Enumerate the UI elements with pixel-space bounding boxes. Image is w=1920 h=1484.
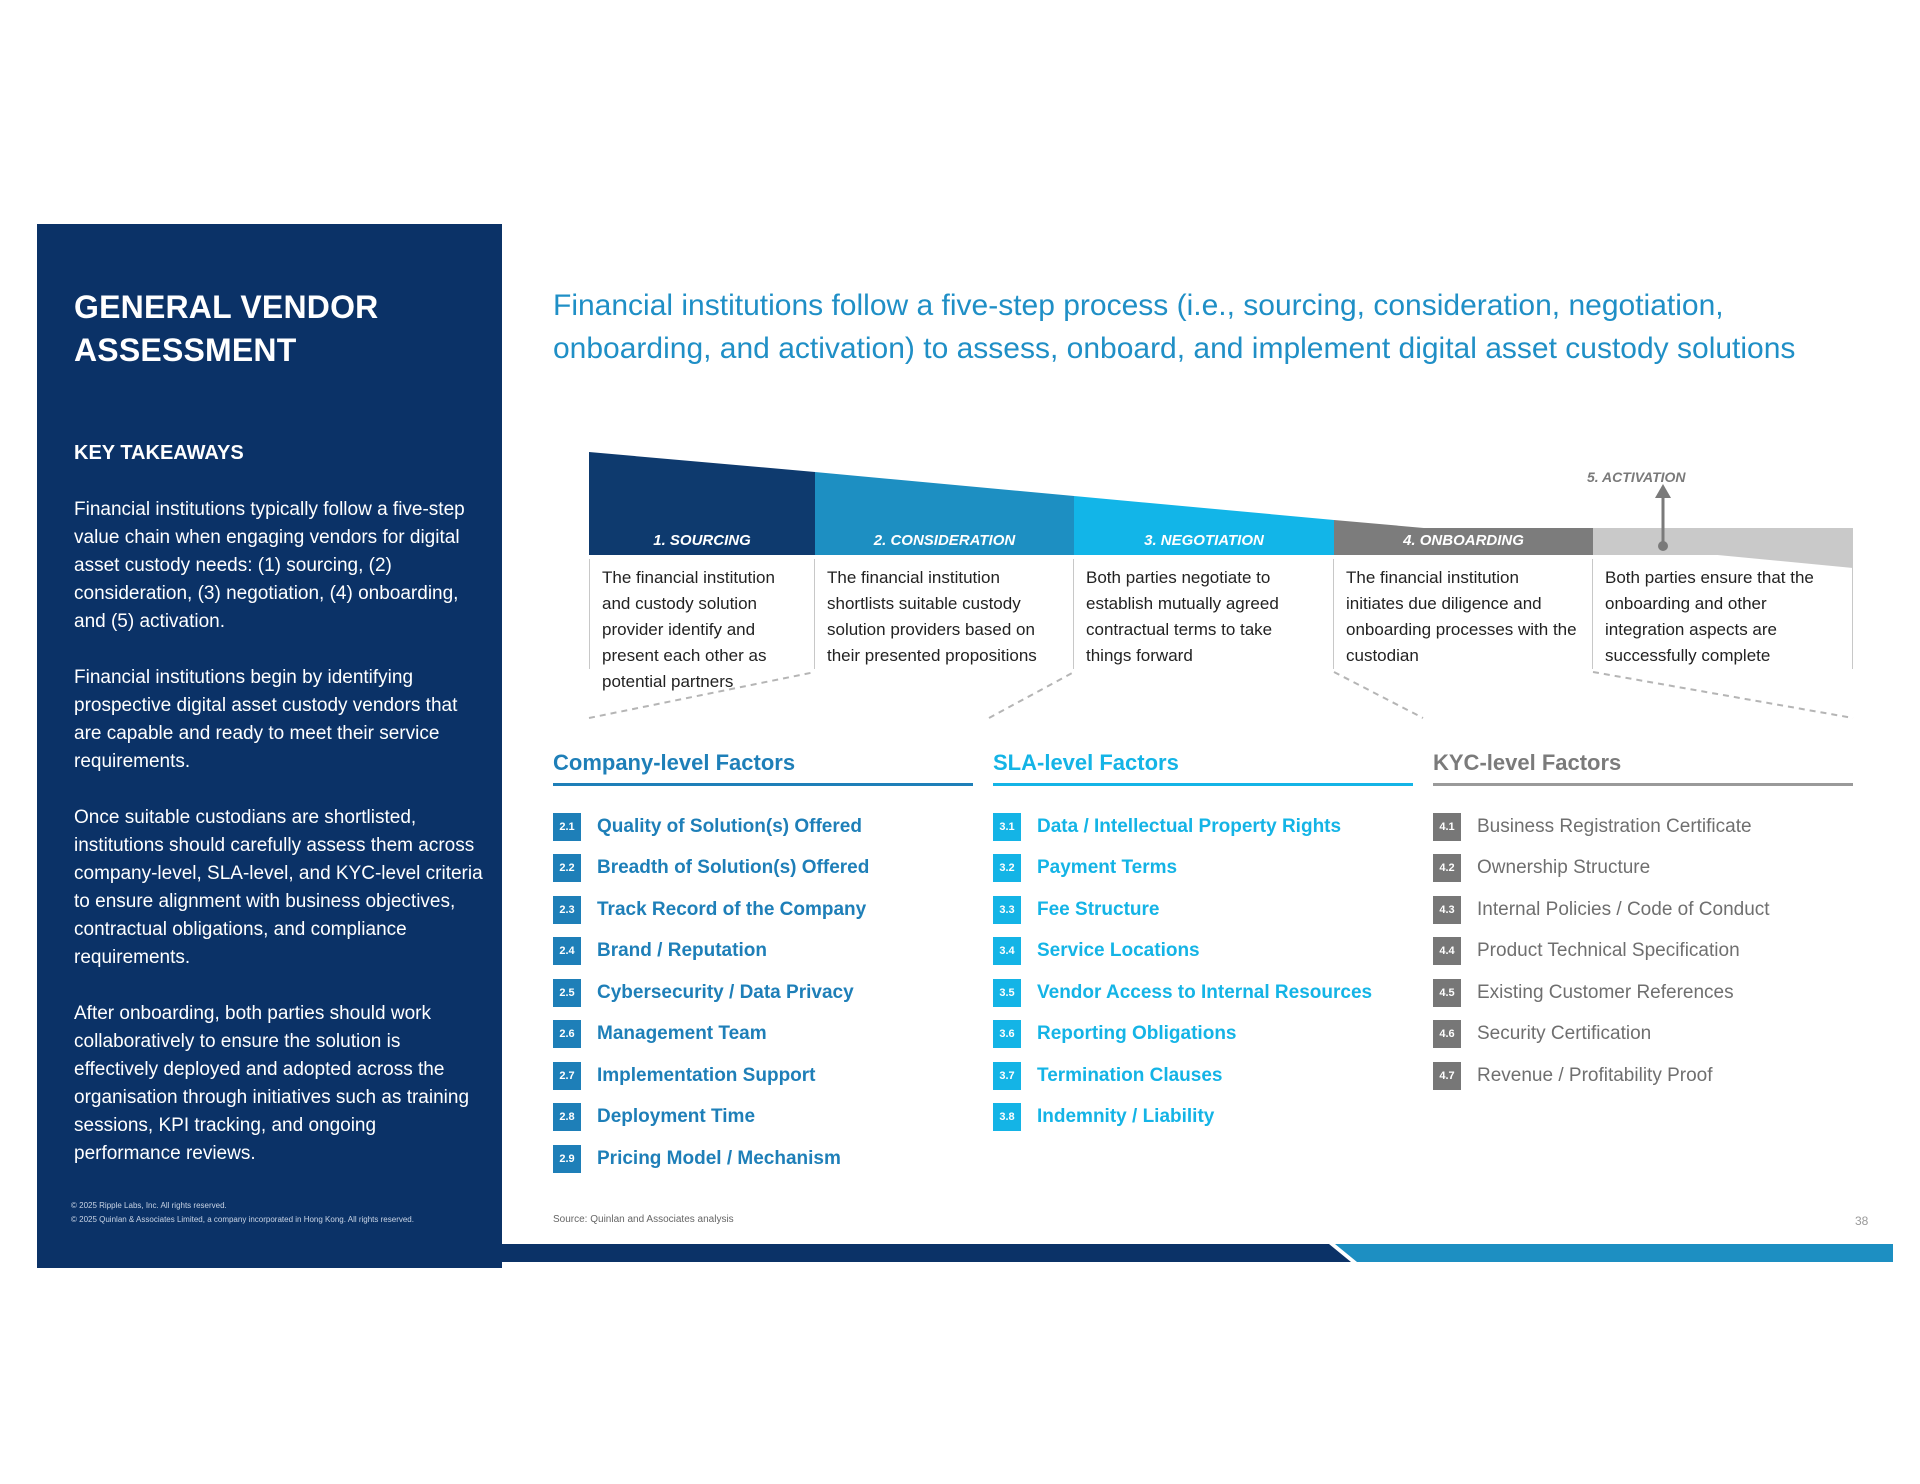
factor-number-badge: 2.6 bbox=[553, 1020, 581, 1048]
activation-arrow-dot bbox=[1658, 541, 1668, 551]
factor-number-badge: 2.2 bbox=[553, 854, 581, 882]
company-factors-title: Company-level Factors bbox=[553, 744, 973, 786]
factor-label: Management Team bbox=[597, 1023, 767, 1045]
factor-label: Security Certification bbox=[1477, 1023, 1652, 1045]
factor-label: Quality of Solution(s) Offered bbox=[597, 815, 862, 837]
sla-factors-column bbox=[993, 744, 1413, 1138]
page-headline: Financial institutions follow a five-step process (i.e., sourcing, consideration, negotiation, onboarding, and activation) to assess, onboard, and implement digital asset custody solutions bbox=[553, 289, 1796, 365]
step-5-label-bar bbox=[1593, 528, 1853, 555]
factor-number-badge: 3.3 bbox=[993, 896, 1021, 924]
list-item bbox=[1433, 889, 1853, 931]
factor-number-badge: 2.8 bbox=[553, 1103, 581, 1131]
list-item bbox=[1433, 972, 1853, 1014]
factor-label: Existing Customer References bbox=[1477, 981, 1734, 1003]
factor-number-badge: 4.5 bbox=[1433, 979, 1461, 1007]
list-item bbox=[1433, 931, 1853, 973]
factor-number-badge: 3.7 bbox=[993, 1062, 1021, 1090]
factor-label: Track Record of the Company bbox=[597, 898, 867, 920]
activation-callout: 5. ACTIVATION bbox=[1587, 469, 1686, 485]
factor-label: Pricing Model / Mechanism bbox=[597, 1147, 841, 1169]
kyc-factors-title: KYC-level Factors bbox=[1433, 744, 1853, 786]
company-factors-list bbox=[553, 806, 973, 1180]
step-description-activation: Both parties ensure that the onboarding and other integration aspects are successfully complete bbox=[1593, 559, 1853, 669]
factor-number-badge: 4.4 bbox=[1433, 937, 1461, 965]
list-item bbox=[553, 1097, 973, 1139]
factor-number-badge: 4.3 bbox=[1433, 896, 1461, 924]
step-description-onboarding: The financial institution initiates due diligence and onboarding processes with the custodian bbox=[1334, 559, 1593, 669]
factor-label: Termination Clauses bbox=[1037, 1064, 1223, 1086]
factor-number-badge: 2.3 bbox=[553, 896, 581, 924]
factor-number-badge: 4.7 bbox=[1433, 1062, 1461, 1090]
list-item bbox=[993, 1055, 1413, 1097]
factor-label: Business Registration Certificate bbox=[1477, 815, 1752, 837]
list-item bbox=[993, 889, 1413, 931]
factor-number-badge: 2.1 bbox=[553, 813, 581, 841]
list-item bbox=[993, 1014, 1413, 1056]
factor-label: Reporting Obligations bbox=[1037, 1023, 1237, 1045]
list-item bbox=[1433, 848, 1853, 890]
list-item bbox=[553, 1014, 973, 1056]
factor-number-badge: 3.5 bbox=[993, 979, 1021, 1007]
panel-title: GENERAL VENDOR ASSESSMENT bbox=[74, 289, 379, 368]
connector-sla bbox=[989, 672, 1074, 718]
factor-number-badge: 2.9 bbox=[553, 1145, 581, 1173]
list-item bbox=[1433, 1014, 1853, 1056]
page-number: 38 bbox=[1855, 1214, 1869, 1228]
takeaway-paragraph: After onboarding, both parties should work collaboratively to ensure the solution is effectively deployed and adopted across the organisation through initiatives such as training sessions, KPI tracking, and ongoing performance reviews. bbox=[74, 1003, 470, 1164]
factor-number-badge: 2.4 bbox=[553, 937, 581, 965]
list-item bbox=[993, 931, 1413, 973]
step-label-onboarding: 4. ONBOARDING bbox=[1403, 532, 1524, 549]
list-item bbox=[553, 972, 973, 1014]
list-item bbox=[553, 1138, 973, 1180]
source-note: Source: Quinlan and Associates analysis bbox=[553, 1214, 734, 1225]
factor-label: Internal Policies / Code of Conduct bbox=[1477, 898, 1770, 920]
factor-label: Data / Intellectual Property Rights bbox=[1037, 815, 1342, 837]
sla-factors-title: SLA-level Factors bbox=[993, 744, 1413, 786]
factor-number-badge: 2.7 bbox=[553, 1062, 581, 1090]
takeaway-paragraph: Financial institutions begin by identifying prospective digital asset custody vendors that are capable and ready to meet their service requirements. bbox=[74, 667, 458, 772]
factor-label: Fee Structure bbox=[1037, 898, 1160, 920]
copyright-line: © 2025 Quinlan & Associates Limited, a company incorporated in Hong Kong. All rights reserved. bbox=[71, 1215, 414, 1224]
step-label-negotiation: 3. NEGOTIATION bbox=[1144, 532, 1264, 549]
copyright-line: © 2025 Ripple Labs, Inc. All rights reserved. bbox=[71, 1201, 227, 1210]
factor-label: Indemnity / Liability bbox=[1037, 1106, 1215, 1128]
slide bbox=[37, 224, 1893, 1268]
factor-number-badge: 3.2 bbox=[993, 854, 1021, 882]
factor-label: Vendor Access to Internal Resources bbox=[1037, 981, 1373, 1003]
takeaway-paragraph: Once suitable custodians are shortlisted, institutions should carefully assess them across company-level, SLA-level, and KYC-level criteria to ensure alignment with business objectives, contractual obligations, and compliance requirements. bbox=[74, 807, 483, 968]
factor-label: Deployment Time bbox=[597, 1106, 756, 1128]
factor-number-badge: 3.6 bbox=[993, 1020, 1021, 1048]
takeaway-paragraph: Financial institutions typically follow a five-step value chain when engaging vendors for digital asset custody needs: (1) sourcing, (2) consideration, (3) negotiation, (4) onboarding, and (5) activation. bbox=[74, 499, 465, 632]
copyright-notice bbox=[71, 1199, 414, 1227]
list-item bbox=[553, 806, 973, 848]
step-description-sourcing: The financial institution and custody solution provider identify and present each other as potential partners bbox=[589, 559, 815, 669]
kyc-factors-list bbox=[1433, 806, 1853, 1097]
list-item bbox=[993, 972, 1413, 1014]
kyc-factors-column bbox=[1433, 744, 1853, 1097]
factor-number-badge: 4.1 bbox=[1433, 813, 1461, 841]
footer-navy-segment bbox=[37, 1244, 1351, 1262]
list-item bbox=[553, 1055, 973, 1097]
factor-number-badge: 3.8 bbox=[993, 1103, 1021, 1131]
factor-number-badge: 2.5 bbox=[553, 979, 581, 1007]
factor-label: Service Locations bbox=[1037, 940, 1200, 962]
factor-label: Cybersecurity / Data Privacy bbox=[597, 981, 854, 1003]
factor-label: Breadth of Solution(s) Offered bbox=[597, 857, 870, 879]
factor-number-badge: 3.1 bbox=[993, 813, 1021, 841]
list-item bbox=[1433, 806, 1853, 848]
step-label-sourcing: 1. SOURCING bbox=[653, 532, 751, 549]
factor-label: Brand / Reputation bbox=[597, 940, 767, 962]
sla-factors-list bbox=[993, 806, 1413, 1138]
company-factors-column bbox=[553, 744, 973, 1180]
list-item bbox=[1433, 1055, 1853, 1097]
list-item bbox=[993, 1097, 1413, 1139]
activation-arrow-head bbox=[1655, 484, 1671, 498]
key-takeaways-heading: KEY TAKEAWAYS bbox=[74, 442, 244, 464]
footer-bar bbox=[37, 1244, 1893, 1268]
list-item bbox=[553, 931, 973, 973]
factor-label: Revenue / Profitability Proof bbox=[1477, 1064, 1713, 1086]
footer-blue-segment bbox=[1335, 1244, 1893, 1262]
factor-label: Implementation Support bbox=[597, 1064, 816, 1086]
list-item bbox=[553, 889, 973, 931]
factor-label: Product Technical Specification bbox=[1477, 940, 1740, 962]
factor-number-badge: 4.2 bbox=[1433, 854, 1461, 882]
list-item bbox=[993, 848, 1413, 890]
factor-label: Ownership Structure bbox=[1477, 857, 1651, 879]
connector-kyc-right bbox=[1593, 672, 1853, 718]
left-panel bbox=[37, 224, 502, 1268]
connector-kyc-left bbox=[1334, 672, 1423, 718]
list-item bbox=[553, 848, 973, 890]
factor-number-badge: 3.4 bbox=[993, 937, 1021, 965]
factor-number-badge: 4.6 bbox=[1433, 1020, 1461, 1048]
step-description-negotiation: Both parties negotiate to establish mutually agreed contractual terms to take things forward bbox=[1074, 559, 1334, 669]
step-description-consideration: The financial institution shortlists suitable custody solution providers based on their presented propositions bbox=[815, 559, 1074, 669]
step-label-consideration: 2. CONSIDERATION bbox=[873, 532, 1016, 549]
list-item bbox=[993, 806, 1413, 848]
factor-label: Payment Terms bbox=[1037, 857, 1178, 879]
key-takeaways-body bbox=[74, 496, 484, 1196]
